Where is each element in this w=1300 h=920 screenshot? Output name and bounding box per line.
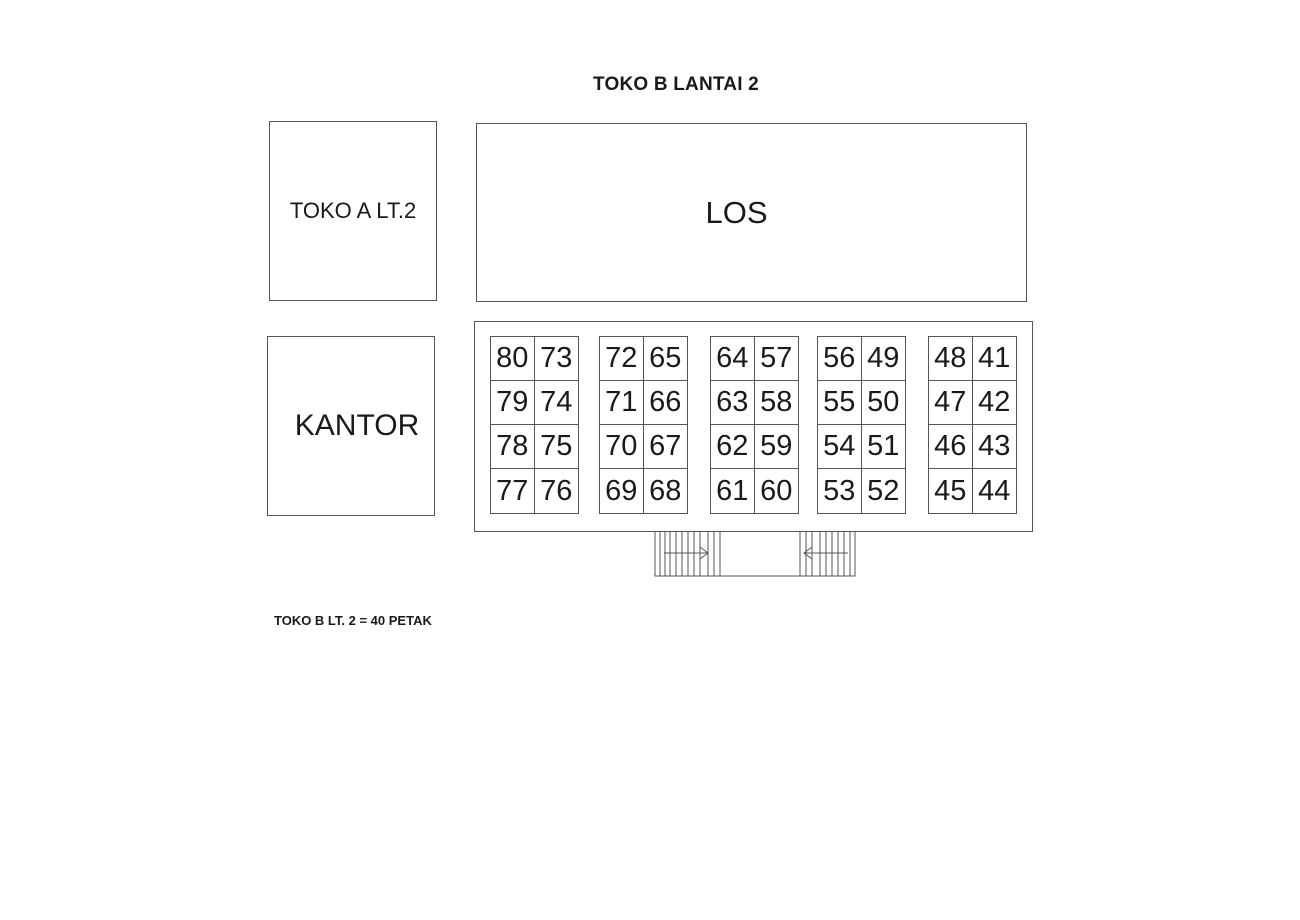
unit-cell: 77 [491, 469, 535, 513]
unit-cell: 70 [600, 425, 644, 469]
unit-cell: 58 [755, 381, 799, 425]
unit-cell: 47 [929, 381, 973, 425]
stairs-icon [650, 531, 860, 579]
unit-cell: 52 [867, 474, 900, 507]
unit-cell: 44 [978, 474, 1011, 507]
unit-cell: 65 [644, 337, 688, 381]
unit-cell: 41 [973, 337, 1017, 381]
unit-cell: 57 [755, 337, 799, 381]
unit-cell: 49 [862, 337, 906, 381]
unit-cell: 75 [535, 425, 579, 469]
unit-cell: 48 [929, 337, 973, 381]
unit-cell: 55 [818, 381, 862, 425]
unit-cell: 72 [600, 337, 644, 381]
room-toko-a [269, 121, 437, 301]
unit-block [490, 336, 579, 514]
unit-block [599, 336, 688, 514]
unit-cell: 45 [929, 469, 973, 513]
unit-count-note: TOKO B LT. 2 = 40 PETAK [274, 613, 432, 628]
unit-block [928, 336, 1017, 514]
unit-cell: 79 [491, 381, 535, 425]
unit-cell: 66 [644, 381, 688, 425]
unit-cell: 64 [711, 337, 755, 381]
unit-cell: 74 [535, 381, 579, 425]
unit-cell: 63 [711, 381, 755, 425]
unit-cell: 71 [600, 381, 644, 425]
unit-cell: 68 [649, 474, 682, 507]
unit-cell: 76 [540, 474, 573, 507]
unit-cell: 80 [491, 337, 535, 381]
unit-cell: 69 [600, 469, 644, 513]
unit-cell: 56 [818, 337, 862, 381]
unit-cell: 59 [755, 425, 799, 469]
room-kantor [267, 336, 435, 516]
room-toko-a-label: TOKO A LT.2 [289, 198, 417, 223]
unit-block [817, 336, 906, 514]
unit-cell: 53 [818, 469, 862, 513]
unit-block [710, 336, 799, 514]
plan-title: TOKO B LANTAI 2 [593, 74, 759, 95]
unit-cell: 73 [535, 337, 579, 381]
unit-cell: 54 [818, 425, 862, 469]
unit-cell: 78 [491, 425, 535, 469]
unit-cell: 50 [862, 381, 906, 425]
unit-cell: 60 [760, 474, 793, 507]
unit-cell: 61 [711, 469, 755, 513]
unit-cell: 43 [973, 425, 1017, 469]
room-los [476, 123, 1027, 302]
room-los-label: LOS [705, 194, 768, 230]
unit-cell: 67 [644, 425, 688, 469]
unit-cell: 46 [929, 425, 973, 469]
unit-cell: 51 [862, 425, 906, 469]
unit-cell: 62 [711, 425, 755, 469]
unit-cell: 42 [973, 381, 1017, 425]
room-kantor-label: KANTOR [294, 409, 420, 442]
